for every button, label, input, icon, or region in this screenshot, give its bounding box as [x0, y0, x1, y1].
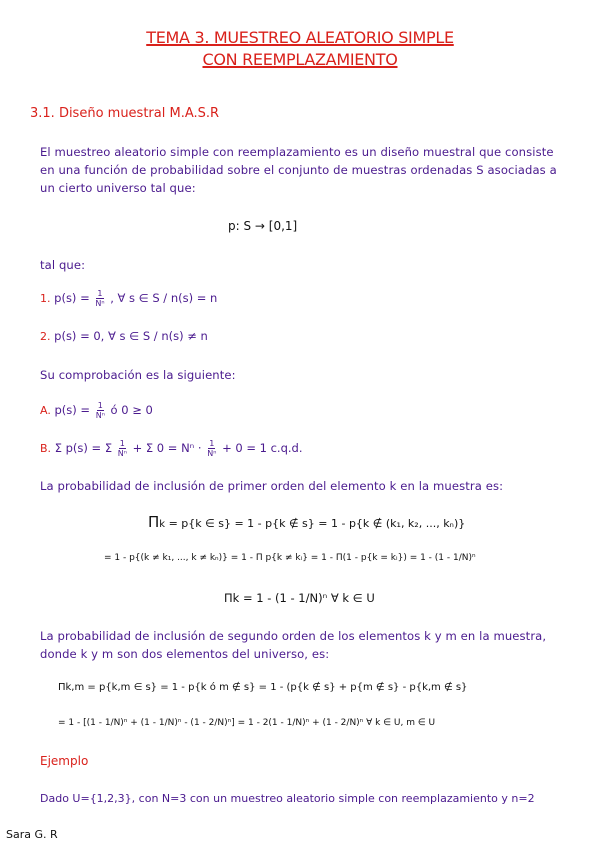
pi-k-formula-result: Πk = 1 - (1 - 1/N)ⁿ ∀ k ∈ U [224, 591, 375, 605]
condition-1 [40, 289, 217, 308]
condition-2-text: p(s) = 0, ∀ s ∈ S / n(s) ≠ n [54, 329, 208, 343]
check-a: A. p(s) = $\frac{1}{\text{Nⁿ}}$ ó 0 ≥ 0 [40, 401, 153, 420]
condition-1-rest: , ∀ s ∈ S / n(s) = n [110, 291, 218, 305]
check-b-fraction-1: $\frac{1}{\text{Nⁿ}}$ [117, 439, 127, 458]
condition-1-number: 1. [40, 292, 51, 305]
check-b-fraction-2: $\frac{1}{\text{Nⁿ}}$ [207, 439, 217, 458]
page-title-line2: CON REEMPLAZAMIENTO [202, 50, 398, 69]
inclusion-first-order-text: La probabilidad de inclusión de primer orden del elemento k en la muestra es: [40, 479, 504, 493]
inclusion-second-order-text: La probabilidad de inclusión de segundo orden de los elementos k y m en la muestra, donde k y m son dos elementos del universo, es: [40, 629, 547, 661]
example-text: Dado U={1,2,3}, con N=3 con un muestreo aleatorio simple con reemplazamiento y n=2 [40, 792, 535, 805]
example-heading: Ejemplo [40, 754, 89, 768]
comprobacion-label: Su comprobación es la siguiente: [40, 368, 236, 382]
pi-km-formula-line1: Πk,m = p{k,m ∈ s} = 1 - p{k ó m ∉ s} = 1 - (p{k ∉ s} + p{m ∉ s} - p{k,m ∉ s} [58, 682, 468, 693]
check-b: B. Σ p(s) = Σ $\frac{1}{\text{Nⁿ}}$ + Σ 0 = Nⁿ · $\frac{1}{\text{Nⁿ}}$ + 0 = 1 c.q.d. [40, 439, 303, 458]
pi-k-formula-line2: = 1 - p{(k ≠ k₁, ..., k ≠ kₙ)} = 1 - Π p{k ≠ kᵢ} = 1 - Π(1 - p{k = kᵢ}) = 1 - (1 - 1/N)ⁿ [104, 553, 476, 563]
mapping-formula: p: S → [0,1] [228, 219, 298, 233]
condition-2 [40, 329, 208, 343]
section-heading: 3.1. Diseño muestral M.A.S.R [30, 106, 220, 121]
condition-2-number: 2. [40, 330, 51, 343]
check-b-label: B. [40, 442, 52, 455]
condition-1-fraction: $\frac{1}{\text{Nⁿ}}$ [95, 289, 105, 308]
check-a-label: A. [40, 404, 51, 417]
intro-paragraph: El muestreo aleatorio simple con reemplazamiento es un diseño muestral que consiste en una función de probabilidad sobre el conjunto de muestras ordenadas S asociadas a un cierto universo tal que: [40, 145, 557, 195]
tal-que-label: tal que: [40, 258, 86, 272]
author-signature: Sara G. R [6, 828, 58, 841]
page-title-line1: TEMA 3. MUESTREO ALEATORIO SIMPLE [146, 28, 454, 47]
pi-km-formula-line2: = 1 - [(1 - 1/N)ⁿ + (1 - 1/N)ⁿ - (1 - 2/N)ⁿ] = 1 - 2(1 - 1/N)ⁿ + (1 - 2/N)ⁿ ∀ k ∈ U, m ∈ U [58, 718, 436, 728]
pi-k-formula-line1: Πk = p{k ∈ s} = 1 - p{k ∉ s} = 1 - p{k ∉ (k₁, k₂, ..., kₙ)} [148, 513, 466, 531]
condition-1-lhs: p(s) = [54, 291, 90, 305]
check-a-fraction: $\frac{1}{\text{Nⁿ}}$ [95, 401, 105, 420]
